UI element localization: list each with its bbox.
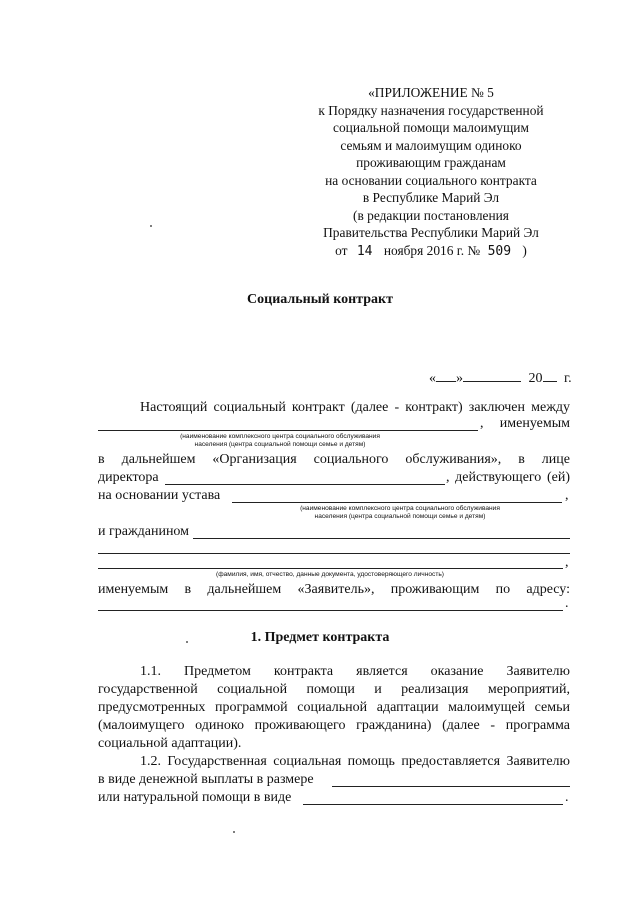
decree-number: 509 [487,243,512,259]
appendix-line: «ПРИЛОЖЕНИЕ № 5 [368,85,494,100]
appendix-line: на основании социального контракта [325,172,537,188]
appendix-line: социальной помощи малоимущим [333,120,529,135]
charter-note-line: (наименование комплексного центра социального обслуживания [300,505,500,512]
address-period: . [565,596,569,611]
para-1-line-4: (малоимущего одиноко проживающего гражданина) (далее - программа [98,718,570,733]
citizen-label: и гражданином [98,524,190,539]
amount-blank [332,786,570,787]
close-paren: ) [522,242,527,258]
further-applicant-line: именуемым в дальнейшем «Заявитель», проживающим по адресу: [98,582,570,597]
month-blank [463,369,521,382]
appendix-line: семьям и малоимущим одиноко [340,137,522,153]
appendix-date-line [300,242,562,261]
org-name-blank [98,430,478,431]
century: 20 [528,371,543,386]
charter-blank [232,502,562,503]
para-1-line-3: предусмотренных программой социальной адаптации малоимущей семьи [98,700,570,715]
para-1-line-5: социальной адаптации). [98,736,242,751]
in-kind-blank [303,804,563,805]
page-title: Социальный контракт [247,292,393,307]
charter-comma: , [565,488,569,503]
section-heading: 1. Предмет контракта [250,630,390,645]
appendix-header [300,84,562,260]
decree-month-year: ноября 2016 г. № [383,242,481,258]
para-1-line-1: 1.1. Предметом контракта является оказание Заявителю [140,664,570,679]
in-kind-period: . [565,790,569,805]
scan-speck [186,641,188,643]
scan-speck [150,225,152,227]
year-suffix: г. [564,371,572,386]
citizen-comma: , [565,555,569,570]
open-quote: « [429,371,436,386]
appendix-line: к Порядку назначения государственной [318,102,544,118]
para-2-line-1: 1.2. Государственная социальная помощь предоставляется Заявителю [140,754,570,769]
day-blank [436,369,456,382]
appendix-line: Правительства Республики Марий Эл [323,225,539,240]
appendix-line: в Республике Марий Эл [362,190,500,205]
close-quote: » [456,371,463,386]
acting-label: , действующего (ей) [446,470,570,485]
para-2-line-2: в виде денежной выплаты в размере [98,772,314,787]
org-note [130,433,430,449]
charter-note [250,505,550,521]
year-blank [543,369,557,382]
named-label: , именуемым [480,416,570,431]
charter-label: на основании устава [98,488,221,503]
citizen-blank-3 [98,568,563,569]
org-note-line: населения (центра социальной помощи семье и детям) [194,441,366,448]
citizen-note: (фамилия, имя, отчество, данные документа, удостоверяющего личность) [216,571,444,578]
org-note-line: (наименование комплексного центра социального обслуживания [180,433,380,440]
further-org-line: в дальнейшем «Организация социального обслуживания», в лице [98,452,570,467]
para-1-line-2: государственной социальной помощи и реализация мероприятий, [98,682,570,697]
date-prefix: от [335,242,348,258]
contract-date-line [429,369,572,387]
decree-day: 14 [356,243,373,259]
intro-line: Настоящий социальный контракт (далее - контракт) заключен между [140,400,570,415]
appendix-line: (в редакции постановления [353,207,509,223]
citizen-blank-2 [98,553,570,554]
address-blank [98,610,563,611]
appendix-line: проживающим гражданам [356,155,506,170]
scan-speck [233,831,235,833]
director-blank [165,484,445,485]
para-2-line-3: или натуральной помощи в виде [98,790,292,805]
director-label: директора [98,470,159,485]
charter-note-line: населения (центра социальной помощи семье и детям) [314,513,486,520]
citizen-blank-1 [193,538,570,539]
